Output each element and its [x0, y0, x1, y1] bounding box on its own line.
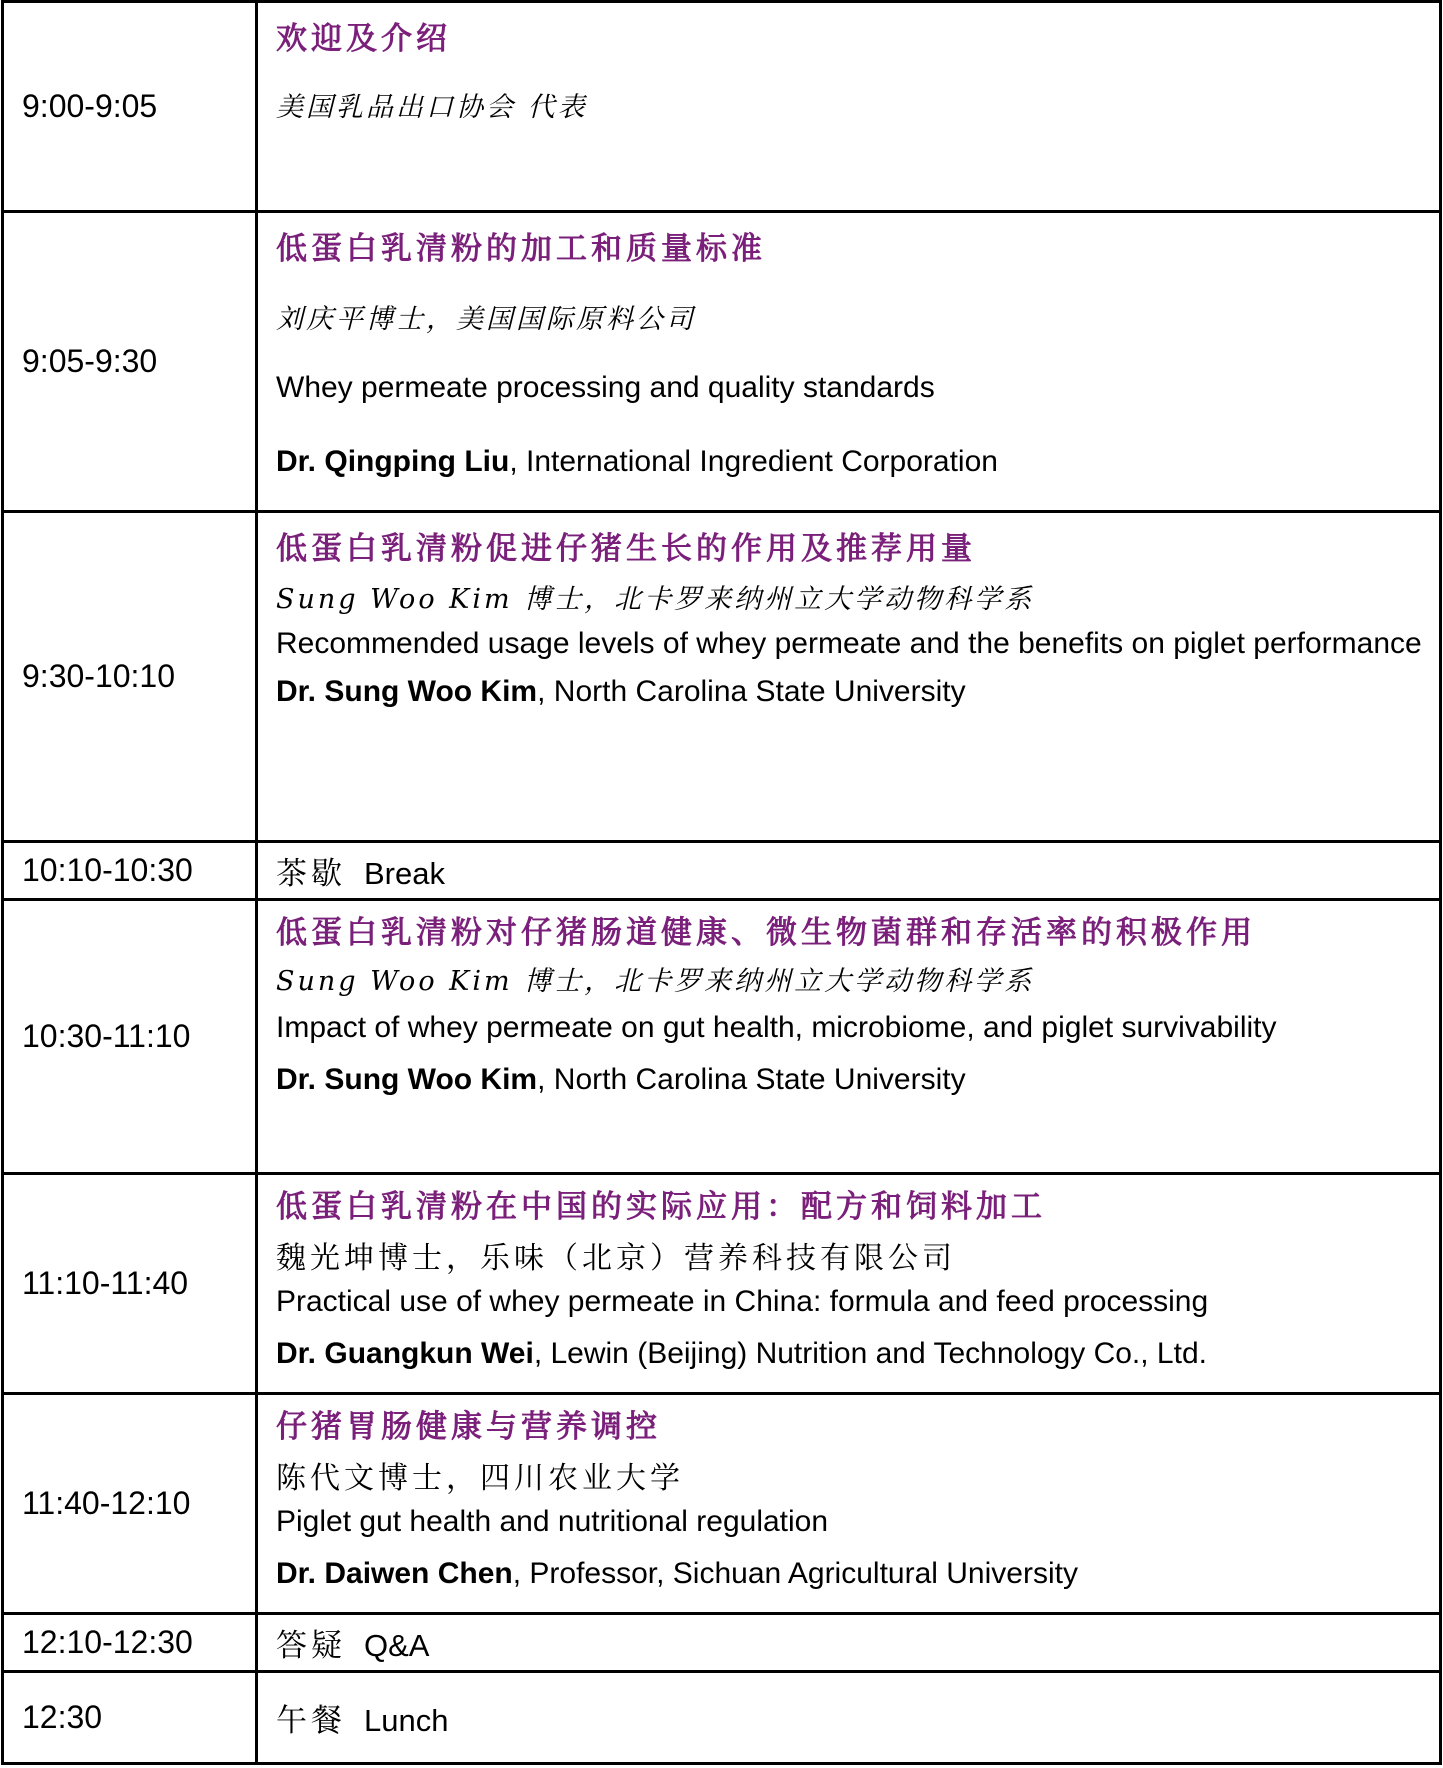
- session-title-zh: 仔猪胃肠健康与营养调控: [276, 1409, 661, 1445]
- session-content: [257, 1394, 1441, 1614]
- session-time: 10:30-11:10: [3, 900, 257, 1174]
- speaker-name: Dr. Sung Woo Kim: [276, 675, 538, 708]
- session-speaker-en: [276, 1337, 1431, 1371]
- table-row: [3, 900, 1441, 1174]
- speaker-name: Dr. Sung Woo Kim: [276, 1063, 538, 1096]
- session-speaker-zh: 魏光坤博士，乐味（北京）营养科技有限公司: [276, 1241, 956, 1276]
- session-content: [257, 1174, 1441, 1394]
- session-time: 10:10-10:30: [3, 842, 257, 900]
- session-title-en: Piglet gut health and nutritional regulation: [276, 1505, 829, 1538]
- session-speaker-zh: Sung Woo Kim 博士，北卡罗来纳州立大学动物科学系: [276, 584, 1035, 615]
- qa-label-en: Q&A: [364, 1628, 430, 1663]
- table-row: [3, 212, 1441, 512]
- session-time: 11:10-11:40: [3, 1174, 257, 1394]
- session-title-zh: 低蛋白乳清粉的加工和质量标准: [276, 231, 766, 267]
- schedule-table: [1, 0, 1442, 1765]
- session-speaker-zh: Sung Woo Kim 博士，北卡罗来纳州立大学动物科学系: [276, 966, 1035, 997]
- session-time: 9:00-9:05: [3, 2, 257, 212]
- session-speaker-zh: 陈代文博士，四川农业大学: [276, 1461, 684, 1496]
- speaker-name: Dr. Daiwen Chen: [276, 1557, 513, 1590]
- session-title-en: Whey permeate processing and quality standards: [276, 371, 935, 404]
- speaker-affiliation: , International Ingredient Corporation: [509, 445, 998, 478]
- session-time: 9:30-10:10: [3, 512, 257, 842]
- speaker-name: Dr. Qingping Liu: [276, 445, 510, 478]
- session-title-en: Practical use of whey permeate in China: formula and feed processing: [276, 1285, 1209, 1318]
- session-content: [257, 842, 1441, 900]
- table-row: [3, 1614, 1441, 1672]
- table-row: [3, 2, 1441, 212]
- table-row: [3, 512, 1441, 842]
- session-speaker-en: [276, 675, 1431, 709]
- session-content: [257, 900, 1441, 1174]
- speaker-affiliation: , North Carolina State University: [537, 1063, 966, 1096]
- session-speaker-en: [276, 1063, 1431, 1097]
- session-content: [257, 212, 1441, 512]
- speaker-affiliation: , North Carolina State University: [537, 675, 966, 708]
- session-title-en: Recommended usage levels of whey permeate and the benefits on piglet performance: [276, 627, 1422, 660]
- session-title-zh: 欢迎及介绍: [276, 21, 451, 57]
- session-title-zh: 低蛋白乳清粉在中国的实际应用：配方和饲料加工: [276, 1189, 1046, 1225]
- session-speaker-en: [276, 445, 1431, 479]
- break-label-zh: 茶歇: [276, 856, 346, 892]
- break-label-en: Break: [364, 856, 445, 891]
- session-time: 11:40-12:10: [3, 1394, 257, 1614]
- session-title-en: Impact of whey permeate on gut health, microbiome, and piglet survivability: [276, 1011, 1277, 1044]
- table-row: [3, 1394, 1441, 1614]
- table-row: [3, 1672, 1441, 1764]
- lunch-label-zh: 午餐: [276, 1703, 346, 1739]
- session-time: 12:10-12:30: [3, 1614, 257, 1672]
- session-title-zh: 低蛋白乳清粉对仔猪肠道健康、微生物菌群和存活率的积极作用: [276, 915, 1256, 951]
- speaker-name: Dr. Guangkun Wei: [276, 1337, 534, 1370]
- session-speaker-zh: 美国乳品出口协会 代表: [276, 92, 588, 123]
- session-time: 12:30: [3, 1672, 257, 1764]
- session-time: 9:05-9:30: [3, 212, 257, 512]
- qa-label-zh: 答疑: [276, 1628, 346, 1664]
- session-content: [257, 1672, 1441, 1764]
- table-row: [3, 1174, 1441, 1394]
- session-content: [257, 2, 1441, 212]
- speaker-affiliation: , Lewin (Beijing) Nutrition and Technology Co., Ltd.: [533, 1337, 1207, 1370]
- session-speaker-en: [276, 1557, 1431, 1591]
- session-content: [257, 512, 1441, 842]
- session-content: [257, 1614, 1441, 1672]
- speaker-affiliation: , Professor, Sichuan Agricultural University: [512, 1557, 1078, 1590]
- lunch-label-en: Lunch: [364, 1703, 449, 1738]
- session-speaker-zh: 刘庆平博士，美国国际原料公司: [276, 304, 696, 335]
- table-row: [3, 842, 1441, 900]
- session-title-zh: 低蛋白乳清粉促进仔猪生长的作用及推荐用量: [276, 531, 976, 567]
